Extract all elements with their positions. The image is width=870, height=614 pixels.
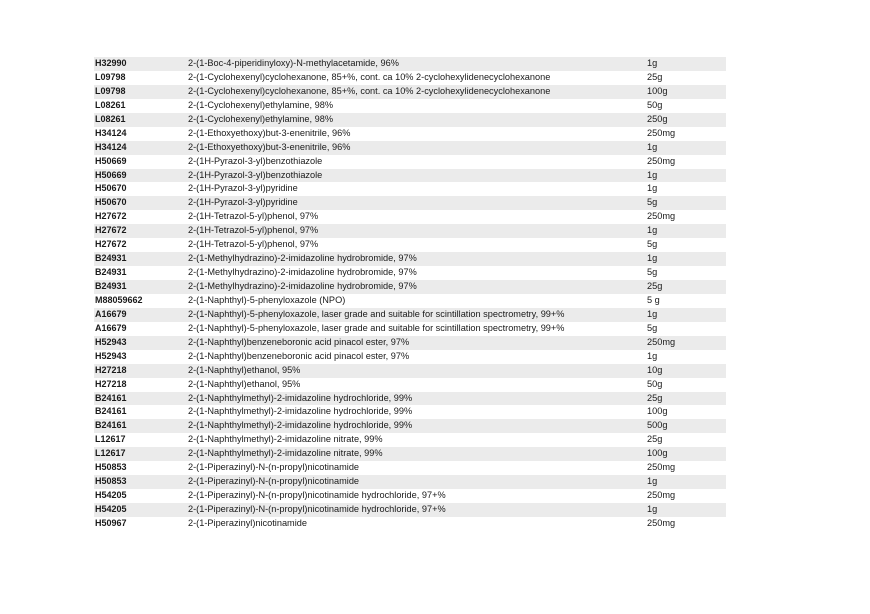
table-row [94, 127, 726, 141]
pack-size: 250mg [647, 490, 676, 501]
table-row [94, 238, 726, 252]
catalog-code: L09798 [95, 85, 126, 96]
product-name: 2-(1H-Tetrazol-5-yl)phenol, 97% [188, 225, 319, 236]
product-name: 2-(1-Naphthylmethyl)-2-imidazoline hydrochloride, 99% [188, 420, 413, 431]
catalog-code: H52943 [95, 350, 127, 361]
product-name: 2-(1-Piperazinyl)-N-(n-propyl)nicotinamide [188, 476, 360, 487]
pack-size: 5g [647, 239, 658, 250]
table-row [94, 419, 726, 433]
table-row [94, 182, 726, 196]
product-name: 2-(1-Naphthyl)ethanol, 95% [188, 364, 301, 375]
catalog-code: M88059662 [95, 294, 143, 305]
pack-size: 25g [647, 281, 663, 291]
table-row [94, 447, 726, 461]
catalog-code: B24161 [95, 392, 127, 403]
pack-size: 10g [647, 364, 663, 375]
table-row [94, 294, 726, 308]
table-row [94, 99, 726, 113]
product-name: 2-(1H-Pyrazol-3-yl)pyridine [188, 183, 298, 194]
pack-size: 1g [647, 58, 658, 68]
pack-size: 5 g [647, 294, 660, 305]
product-name: 2-(1-Ethoxyethoxy)but-3-enenitrile, 96% [188, 141, 351, 152]
catalog-code: H27218 [95, 378, 127, 389]
catalog-code: H34124 [95, 141, 127, 152]
catalog-code: A16679 [95, 322, 127, 333]
table-row [94, 392, 726, 406]
product-name: 2-(1-Cyclohexenyl)cyclohexanone, 85+%, cont. ca 10% 2-cyclohexylidenecyclohexanone [188, 85, 551, 96]
catalog-code: B24161 [95, 406, 127, 417]
product-name: 2-(1H-Pyrazol-3-yl)benzothiazole [188, 155, 323, 166]
table-row [94, 489, 726, 503]
product-name: 2-(1-Naphthylmethyl)-2-imidazoline hydrochloride, 99% [188, 392, 413, 403]
catalog-code: H34124 [95, 127, 127, 138]
table-row [94, 475, 726, 489]
catalog-code: H27672 [95, 211, 127, 222]
catalog-code: H27218 [95, 364, 127, 375]
product-name: 2-(1-Cyclohexenyl)ethylamine, 98% [188, 113, 334, 124]
table-row [94, 350, 726, 364]
catalog-code: B24161 [95, 420, 127, 431]
pack-size: 250mg [647, 336, 676, 347]
catalog-code: H32990 [95, 58, 127, 68]
pack-size: 250mg [647, 211, 676, 222]
catalog-code: H50669 [95, 169, 127, 180]
pack-size: 1g [647, 169, 658, 180]
catalog-code: H54205 [95, 490, 127, 501]
pack-size: 1g [647, 308, 658, 319]
table-row [94, 308, 726, 322]
table-row [94, 57, 726, 71]
table-row [94, 364, 726, 378]
catalog-code: H50853 [95, 476, 127, 487]
pack-size: 100g [647, 448, 668, 459]
product-name: 2-(1-Naphthyl)-5-phenyloxazole, laser grade and suitable for scintillation spectrometry, 99+% [188, 322, 565, 333]
table-row [94, 71, 726, 85]
table-row [94, 266, 726, 280]
pack-size: 50g [647, 378, 663, 389]
table-row [94, 155, 726, 169]
product-name: 2-(1-Methylhydrazino)-2-imidazoline hydrobromide, 97% [188, 253, 417, 264]
pack-size: 1g [647, 141, 658, 152]
pack-size: 500g [647, 420, 668, 431]
product-name: 2-(1-Naphthyl)-5-phenyloxazole, laser grade and suitable for scintillation spectrometry, 99+% [188, 308, 565, 319]
pack-size: 1g [647, 350, 658, 361]
table-row [94, 433, 726, 447]
pack-size: 250mg [647, 517, 676, 528]
pack-size: 1g [647, 253, 658, 264]
table-row [94, 378, 726, 392]
pack-size: 250mg [647, 462, 676, 473]
pack-size: 250g [647, 113, 668, 124]
table-row [94, 113, 726, 127]
catalog-code: B24931 [95, 267, 127, 278]
table-row [94, 224, 726, 238]
pack-size: 25g [647, 434, 663, 445]
pack-size: 250mg [647, 155, 676, 166]
catalog-code: L08261 [95, 99, 126, 110]
table-row [94, 322, 726, 336]
pack-size: 250mg [647, 127, 676, 138]
pack-size: 50g [647, 99, 663, 110]
product-name: 2-(1-Piperazinyl)-N-(n-propyl)nicotinamide hydrochloride, 97+% [188, 504, 446, 514]
product-name: 2-(1-Piperazinyl)-N-(n-propyl)nicotinamide [188, 462, 360, 473]
catalog-code: L08261 [95, 113, 126, 124]
table-row [94, 210, 726, 224]
product-name: 2-(1-Boc-4-piperidinyloxy)-N-methylacetamide, 96% [188, 58, 399, 68]
product-name: 2-(1-Ethoxyethoxy)but-3-enenitrile, 96% [188, 127, 351, 138]
table-row [94, 405, 726, 419]
pack-size: 1g [647, 183, 658, 194]
catalog-code: B24931 [95, 253, 127, 264]
table-row [94, 336, 726, 350]
catalog-code: H54205 [95, 504, 127, 514]
pack-size: 5g [647, 197, 658, 208]
product-name: 2-(1-Naphthyl)benzeneboronic acid pinacol ester, 97% [188, 336, 410, 347]
table-row [94, 252, 726, 266]
catalog-code: B24931 [95, 281, 127, 291]
pack-size: 25g [647, 71, 663, 82]
pack-size: 100g [647, 406, 668, 417]
catalog-code: L12617 [95, 448, 126, 459]
product-name: 2-(1-Methylhydrazino)-2-imidazoline hydrobromide, 97% [188, 267, 417, 278]
catalog-code: L12617 [95, 434, 126, 445]
table-row [94, 85, 726, 99]
product-name: 2-(1-Cyclohexenyl)cyclohexanone, 85+%, cont. ca 10% 2-cyclohexylidenecyclohexanone [188, 71, 551, 82]
table-row [94, 196, 726, 210]
catalog-code: H50967 [95, 517, 127, 528]
product-name: 2-(1-Naphthyl)benzeneboronic acid pinacol ester, 97% [188, 350, 410, 361]
product-name: 2-(1-Naphthylmethyl)-2-imidazoline nitrate, 99% [188, 434, 383, 445]
table-row [94, 503, 726, 517]
pack-size: 1g [647, 476, 658, 487]
product-name: 2-(1H-Pyrazol-3-yl)benzothiazole [188, 169, 323, 180]
product-name: 2-(1-Naphthylmethyl)-2-imidazoline nitrate, 99% [188, 448, 383, 459]
product-name: 2-(1H-Tetrazol-5-yl)phenol, 97% [188, 211, 319, 222]
product-name: 2-(1-Naphthylmethyl)-2-imidazoline hydrochloride, 99% [188, 406, 413, 417]
table-row [94, 169, 726, 183]
catalog-code: H50669 [95, 155, 127, 166]
product-name: 2-(1-Piperazinyl)nicotinamide [188, 517, 307, 528]
table-row [94, 141, 726, 155]
table-row [94, 461, 726, 475]
product-name: 2-(1-Naphthyl)-5-phenyloxazole (NPO) [188, 294, 346, 305]
catalog-code: H27672 [95, 239, 127, 250]
catalog-code: H50670 [95, 183, 127, 194]
product-name: 2-(1H-Pyrazol-3-yl)pyridine [188, 197, 298, 208]
pack-size: 1g [647, 504, 658, 514]
product-table [94, 57, 726, 531]
catalog-code: L09798 [95, 71, 126, 82]
catalog-code: H52943 [95, 336, 127, 347]
pack-size: 1g [647, 225, 658, 236]
product-name: 2-(1-Naphthyl)ethanol, 95% [188, 378, 301, 389]
pack-size: 5g [647, 322, 658, 333]
pack-size: 25g [647, 392, 663, 403]
table-row [94, 280, 726, 294]
product-name: 2-(1-Cyclohexenyl)ethylamine, 98% [188, 99, 334, 110]
table-row [94, 517, 726, 531]
catalog-code: H50853 [95, 462, 127, 473]
pack-size: 100g [647, 85, 668, 96]
pack-size: 5g [647, 267, 658, 278]
catalog-code: A16679 [95, 308, 127, 319]
product-name: 2-(1H-Tetrazol-5-yl)phenol, 97% [188, 239, 319, 250]
product-name: 2-(1-Methylhydrazino)-2-imidazoline hydrobromide, 97% [188, 281, 417, 291]
catalog-code: H27672 [95, 225, 127, 236]
catalog-code: H50670 [95, 197, 127, 208]
product-name: 2-(1-Piperazinyl)-N-(n-propyl)nicotinamide hydrochloride, 97+% [188, 490, 446, 501]
